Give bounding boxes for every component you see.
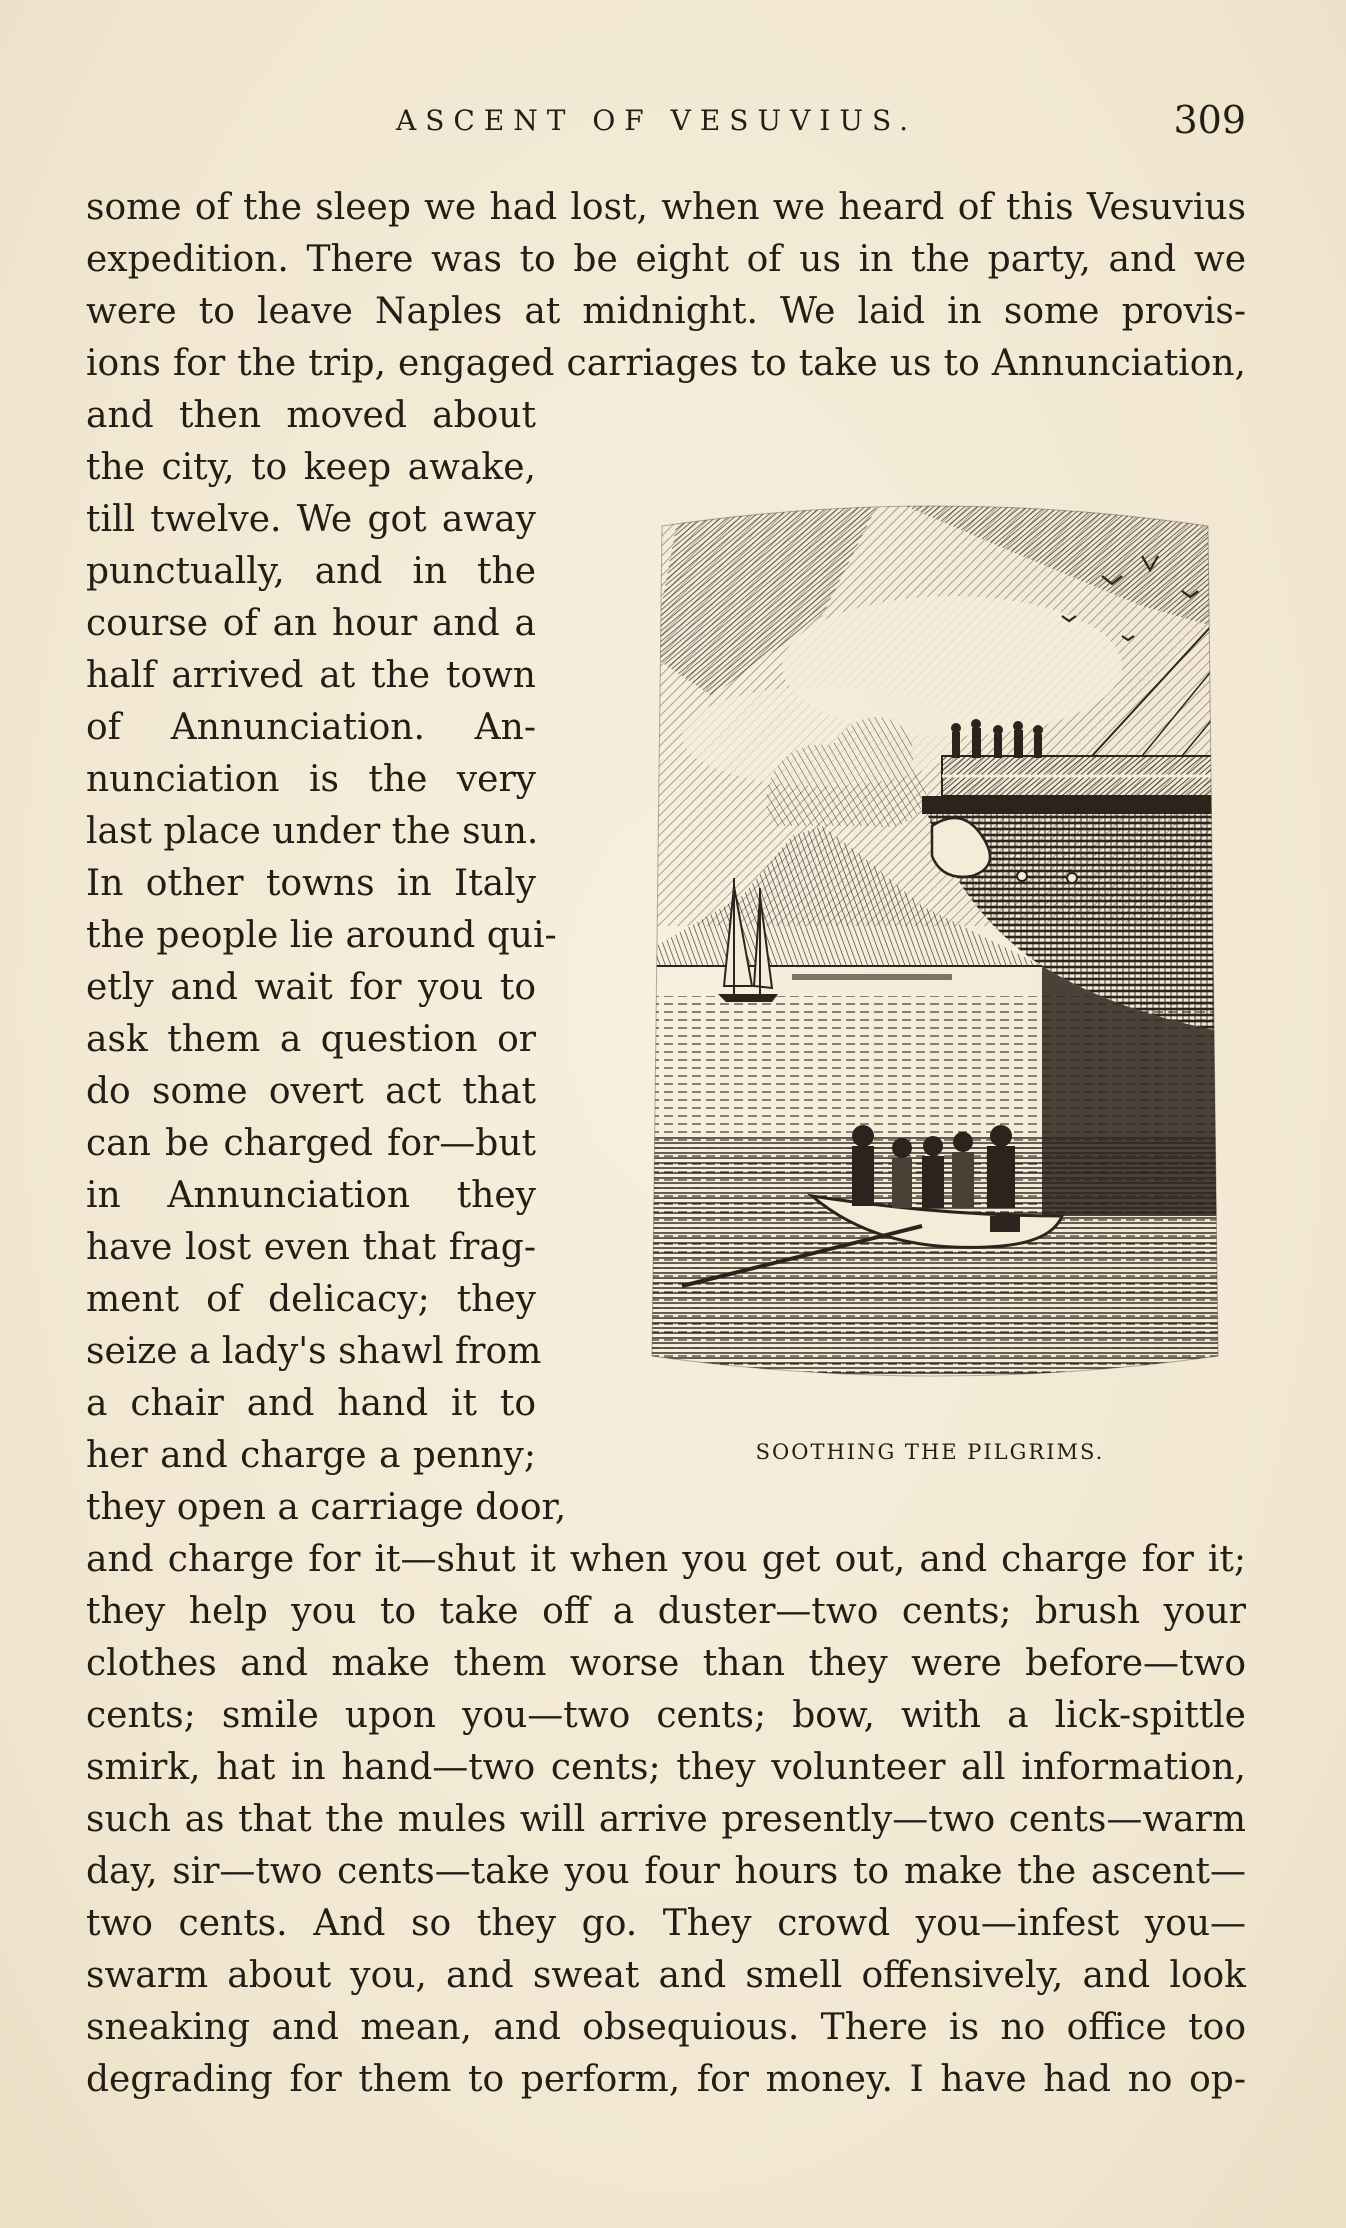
text-line: the people lie around qui-: [86, 915, 557, 956]
text-line: such as that the mules will arrive presently—two cents—warm: [86, 1799, 1246, 1840]
text-line: In other towns in Italy: [86, 863, 536, 904]
text-line: seize a lady's shawl from: [86, 1331, 542, 1372]
text-line: etly and wait for you to: [86, 967, 536, 1008]
text-line: in Annunciation they: [86, 1175, 536, 1216]
text-line: smirk, hat in hand—two cents; they volunteer all information,: [86, 1747, 1246, 1788]
text-line: sneaking and mean, and obsequious. There is no office too: [86, 2007, 1246, 2048]
text-line: some of the sleep we had lost, when we heard of this Vesuvius: [86, 187, 1246, 228]
text-line: till twelve. We got away: [86, 499, 536, 540]
text-line: have lost even that frag-: [86, 1227, 536, 1268]
text-line: half arrived at the town: [86, 655, 536, 696]
text-line: cents; smile upon you—two cents; bow, with a lick-spittle: [86, 1695, 1246, 1736]
text-line: her and charge a penny;: [86, 1435, 536, 1476]
text-line: swarm about you, and sweat and smell offensively, and look: [86, 1955, 1246, 1996]
text-line: they help you to take off a duster—two cents; brush your: [86, 1591, 1246, 1632]
figure-caption: SOOTHING THE PILGRIMS.: [755, 1440, 1105, 1464]
text-line: nunciation is the very: [86, 759, 536, 800]
text-line: degrading for them to perform, for money. I have had no op-: [86, 2059, 1246, 2100]
text-line: do some overt act that: [86, 1071, 536, 1112]
text-line: and charge for it—shut it when you get out, and charge for it;: [86, 1539, 1246, 1580]
text-line: ment of delicacy; they: [86, 1279, 536, 1320]
text-line: of Annunciation. An-: [86, 707, 536, 748]
text-line: expedition. There was to be eight of us in the party, and we: [86, 239, 1246, 280]
text-line: day, sir—two cents—take you four hours to make the ascent—: [86, 1851, 1246, 1892]
text-line: a chair and hand it to: [86, 1383, 536, 1424]
page-number: 309: [1173, 98, 1246, 142]
text-line: two cents. And so they go. They crowd you—infest you—: [86, 1903, 1246, 1944]
distant-town: [792, 974, 952, 980]
text-line: last place under the sun.: [86, 811, 539, 852]
text-line: the city, to keep awake,: [86, 447, 536, 488]
text-line: and then moved about: [86, 395, 536, 436]
page-header: [86, 98, 1246, 148]
text-line: punctually, and in the: [86, 551, 536, 592]
text-line: ions for the trip, engaged carriages to take us to Annunciation,: [86, 343, 1246, 384]
harbor-scene-engraving: [622, 496, 1248, 1422]
text-line: ask them a question or: [86, 1019, 536, 1060]
running-title: ASCENT OF VESUVIUS.: [396, 104, 918, 137]
text-line: they open a carriage door,: [86, 1487, 567, 1528]
text-line: clothes and make them worse than they were before—two: [86, 1643, 1246, 1684]
engraving-illustration: [622, 496, 1248, 1422]
text-line: can be charged for—but: [86, 1123, 536, 1164]
text-line: were to leave Naples at midnight. We laid in some provis-: [86, 291, 1246, 332]
rower-cap: [990, 1216, 1020, 1232]
text-line: course of an hour and a: [86, 603, 536, 644]
